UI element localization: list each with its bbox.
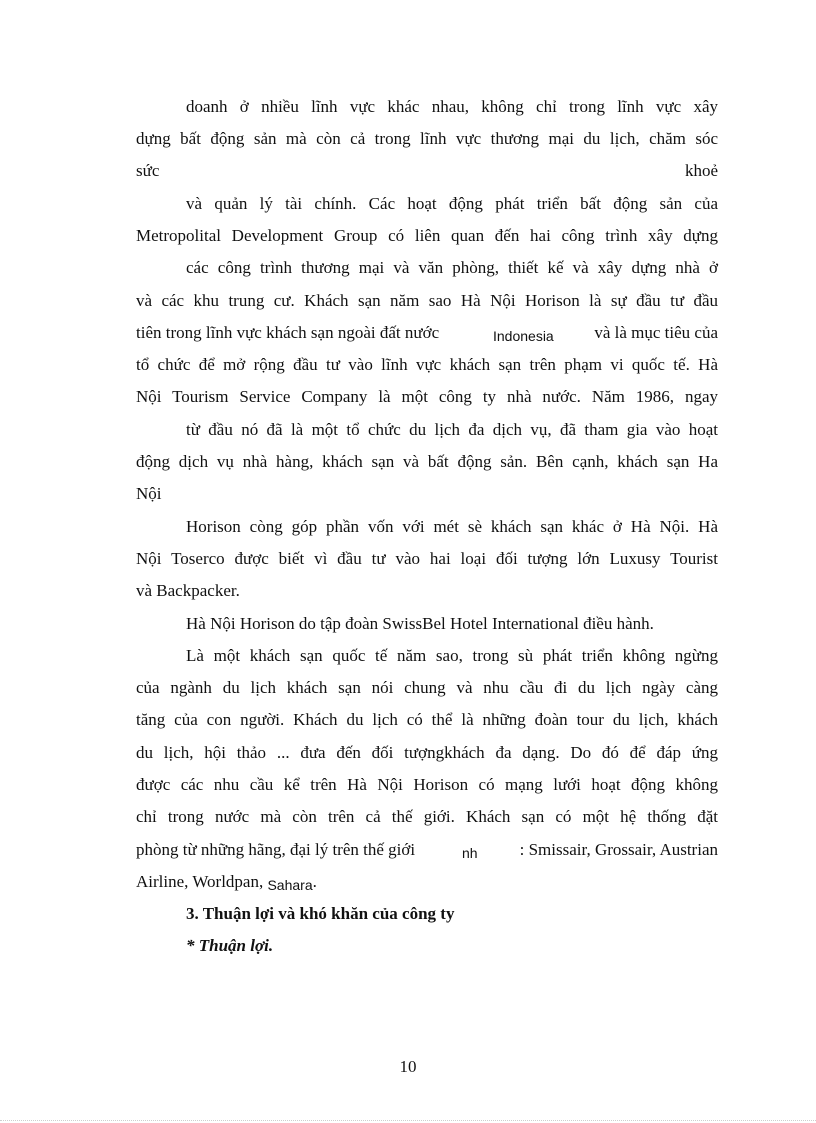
line-fragment: Airline, Worldpan, (136, 872, 264, 891)
line-fragment: khoẻ (684, 161, 718, 180)
paragraph-line: tăng của con người. Khách du lịch có thể là những đoàn tour du lịch, khách (136, 710, 718, 729)
paragraph-line: Nội Toserco được biết vì đầu tư vào hai loại đối tượng lớn Luxusy Tourist (136, 549, 718, 568)
paragraph-line: và các khu trung cư. Khách sạn năm sao Hà Nội Horison là sự đầu tư đầu (136, 291, 718, 310)
section-subheading: * Thuận lợi. (186, 936, 274, 955)
page-number: 10 (399, 1057, 417, 1076)
paragraph-line: Hà Nội Horison do tập đoàn SwissBel Hotel International điều hành. (186, 614, 654, 633)
line-fragment: và là mục tiêu của (594, 323, 718, 342)
paragraph-line: tổ chức để mở rộng đầu tư vào lĩnh vực khách sạn trên phạm vi quốc tế. Hà (136, 355, 718, 374)
paragraph-line: doanh ở nhiều lĩnh vực khác nhau, không chỉ trong lĩnh vực xây (186, 97, 718, 116)
paragraph-line: các công trình thương mại và văn phòng, thiết kế và xây dựng nhà ở (186, 258, 718, 277)
paragraph-line: dựng bất động sản mà còn cả trong lĩnh vực thương mại du lịch, chăm sóc (136, 129, 718, 148)
paragraph-line (136, 161, 718, 181)
paragraph-line: và Backpacker. (136, 581, 240, 600)
paragraph-line: Nội Tourism Service Company là một công ty nhà nước. Năm 1986, ngay (136, 387, 718, 406)
line-fragment: nh (462, 845, 478, 861)
paragraph-line: du lịch, hội thảo ... đưa đến đối tượngkhách đa dạng. Do đó để đáp ứng (136, 743, 718, 762)
line-fragment: tiên trong lĩnh vực khách sạn ngoài đất nước (136, 323, 440, 342)
paragraph-line: Horison còng góp phần vốn với mét sè khách sạn khác ở Hà Nội. Hà (186, 517, 718, 536)
paragraph-line: và quản lý tài chính. Các hoạt động phát triển bất động sản của (186, 194, 718, 213)
line-fragment: : Smissair, Grossair, Austrian (519, 840, 718, 859)
paragraph-line: của ngành du lịch khách sạn nói chung và nhu cầu đi du lịch ngày càng (136, 678, 718, 697)
paragraph-line: Nội (136, 484, 162, 503)
paragraph-line (136, 840, 718, 860)
paragraph-line: Là một khách sạn quốc tế năm sao, trong sù phát triển không ngừng (186, 646, 718, 665)
paragraph-line (136, 323, 718, 343)
line-fragment: . (312, 872, 317, 891)
paragraph-line: từ đầu nó đã là một tổ chức du lịch đa dịch vụ, đã tham gia vào hoạt (186, 420, 718, 439)
paragraph-line (136, 872, 718, 892)
line-fragment: phòng từ những hãng, đại lý trên thế giới (136, 840, 416, 859)
section-heading: 3. Thuận lợi và khó khăn của công ty (186, 904, 455, 923)
paragraph-line: động dịch vụ nhà hàng, khách sạn và bất động sản. Bên cạnh, khách sạn Ha (136, 452, 718, 471)
paragraph-line: Metropolital Development Group có liên quan đến hai công trình xây dựng (136, 226, 718, 245)
line-fragment: Indonesia (493, 328, 554, 344)
line-fragment: Sahara (267, 877, 313, 893)
paragraph-line: chỉ trong nước mà còn trên cả thế giới. Khách sạn có một hệ thống đặt (136, 807, 718, 826)
page-boundary (0, 1120, 816, 1121)
paragraph-line: được các nhu cầu kể trên Hà Nội Horison có mạng lưới hoạt động không (136, 775, 718, 794)
line-fragment: sức (136, 161, 160, 180)
